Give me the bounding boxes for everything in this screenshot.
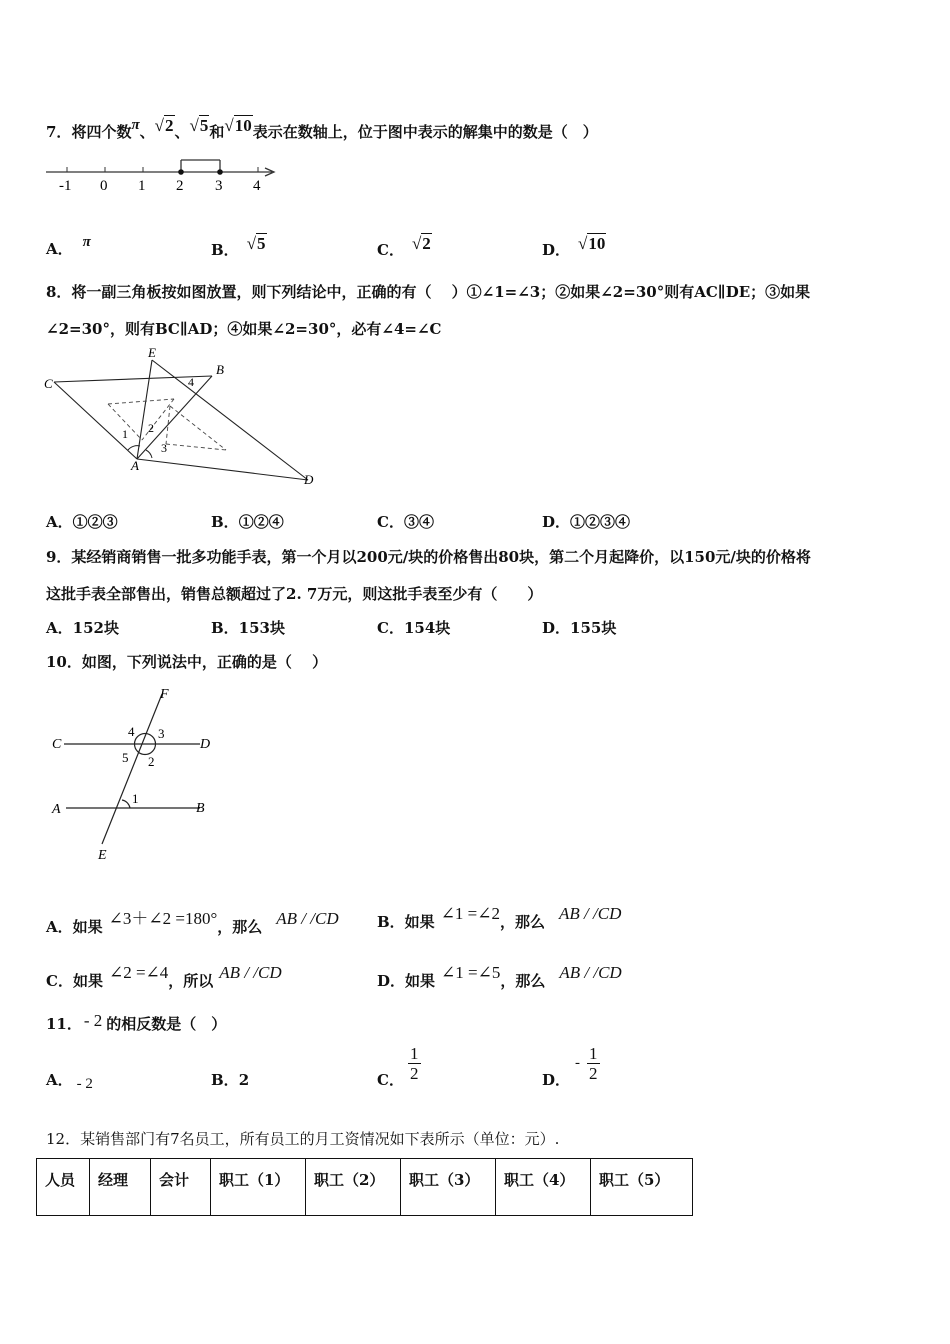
table-header-cell: 职工（2）: [306, 1159, 401, 1216]
table-header-cell: 职工（3）: [401, 1159, 496, 1216]
angle-3: 3: [158, 726, 165, 741]
angle-2: 2: [148, 421, 154, 435]
q8-option-b[interactable]: B．①②④: [211, 513, 284, 531]
axis-label: 4: [253, 178, 261, 194]
q7-option-c[interactable]: C． √2: [377, 234, 431, 259]
q8-option-a[interactable]: A．①②③: [46, 513, 118, 531]
angle-2: 2: [148, 754, 155, 769]
axis-label: -1: [59, 178, 72, 194]
q10-option-a[interactable]: A．如果 ∠3＋∠2 =180°，那么 AB / /CD: [46, 909, 339, 936]
q10-stem: 10．如图，下列说法中，正确的是（ ）: [46, 653, 328, 671]
sqrt5: √5: [189, 116, 209, 135]
salary-table: [36, 1158, 693, 1216]
sqrt2: √2: [154, 116, 174, 135]
label-e: E: [98, 848, 107, 863]
q9-option-a[interactable]: A．152块: [46, 619, 119, 637]
table-header-cell: 职工（5）: [591, 1159, 693, 1216]
label-d: D: [304, 472, 314, 487]
label-b: B: [196, 801, 205, 816]
angle-4: 4: [188, 375, 194, 389]
label-f: F: [160, 687, 169, 702]
q10-option-c[interactable]: C．如果 ∠2 =∠4，所以 AB / /CD: [46, 963, 282, 990]
sqrt10: √10: [224, 116, 252, 135]
q11-option-a[interactable]: A． - 2: [46, 1071, 93, 1092]
label-e: E: [148, 345, 156, 360]
table-header-row: [37, 1159, 693, 1216]
angle-1: 1: [132, 791, 139, 806]
label-d: D: [200, 737, 211, 752]
q8-option-d[interactable]: D．①②③④: [542, 513, 631, 531]
label-c: C: [44, 376, 53, 391]
q9-option-d[interactable]: D．155块: [542, 619, 617, 637]
angle-1: 1: [122, 427, 128, 441]
axis-label: 2: [176, 178, 184, 194]
q7-stem: 7．将四个数π、√2、√5和√10表示在数轴上，位于图中表示的解集中的数是（ ）: [46, 116, 598, 141]
q11-option-b[interactable]: B．2: [211, 1071, 250, 1089]
q10-option-b[interactable]: B．如果 ∠1 =∠2，那么 AB / /CD: [377, 904, 622, 931]
q8-option-c[interactable]: C．③④: [377, 513, 434, 531]
q7-option-a[interactable]: A． π: [46, 234, 91, 258]
q11-option-c[interactable]: C．: [377, 1071, 404, 1089]
label-c: C: [52, 737, 62, 752]
label-b: B: [216, 362, 224, 377]
table-header-cell: 经理: [90, 1159, 151, 1216]
q7-option-d[interactable]: D． √10: [542, 234, 606, 259]
q8-stem-line2: ∠2=30°，则有BC∥AD；④如果∠2=30°，必有∠4=∠C: [46, 320, 442, 338]
q9-stem-line2: 这批手表全部售出，销售总额超过了2. 7万元，则这批手表至少有（ ）: [46, 585, 543, 603]
q11-option-d-sign: -: [575, 1055, 580, 1071]
q11-option-d[interactable]: D．: [542, 1071, 571, 1089]
label-a: A: [52, 802, 61, 817]
number-line-figure: [40, 150, 290, 200]
triangle-set-figure: [40, 342, 330, 492]
q8-stem-line1: 8．将一副三角板按如图放置，则下列结论中，正确的有（ ）①∠1=∠3；②如果∠2=30°则有AC∥DE；③如果: [46, 283, 811, 301]
label-a: A: [131, 458, 139, 473]
q7-option-b[interactable]: B． √5: [211, 234, 266, 259]
table-header-cell: 职工（1）: [211, 1159, 306, 1216]
q9-option-c[interactable]: C．154块: [377, 619, 451, 637]
q12-stem: 12．某销售部门有7名员工，所有员工的月工资情况如下表所示（单位：元）.: [46, 1130, 560, 1148]
table-header-cell: 会计: [151, 1159, 211, 1216]
q11-option-c-fraction: $\frac{1}{2}$: [410, 1044, 419, 1083]
parallel-lines-figure: [44, 684, 224, 864]
q9-stem-line1: 9．某经销商销售一批多功能手表，第一个月以200元/块的价格售出80块，第二个月起降价，以150元/块的价格将: [46, 548, 811, 566]
q11-option-d-fraction: $\frac{1}{2}$: [589, 1044, 598, 1083]
q9-option-b[interactable]: B．153块: [211, 619, 285, 637]
axis-label: 3: [215, 178, 223, 194]
axis-label: 0: [100, 178, 108, 194]
angle-5: 5: [122, 750, 129, 765]
axis-label: 1: [138, 178, 146, 194]
angle-3: 3: [161, 441, 167, 455]
angle-4: 4: [128, 724, 135, 739]
q10-option-d[interactable]: D．如果 ∠1 =∠5，那么 AB / /CD: [377, 963, 622, 990]
q11-stem: 11． - 2 的相反数是（ ）: [46, 1011, 227, 1033]
table-header-cell: 人员: [37, 1159, 90, 1216]
pi-symbol: π: [131, 117, 140, 133]
table-header-cell: 职工（4）: [496, 1159, 591, 1216]
